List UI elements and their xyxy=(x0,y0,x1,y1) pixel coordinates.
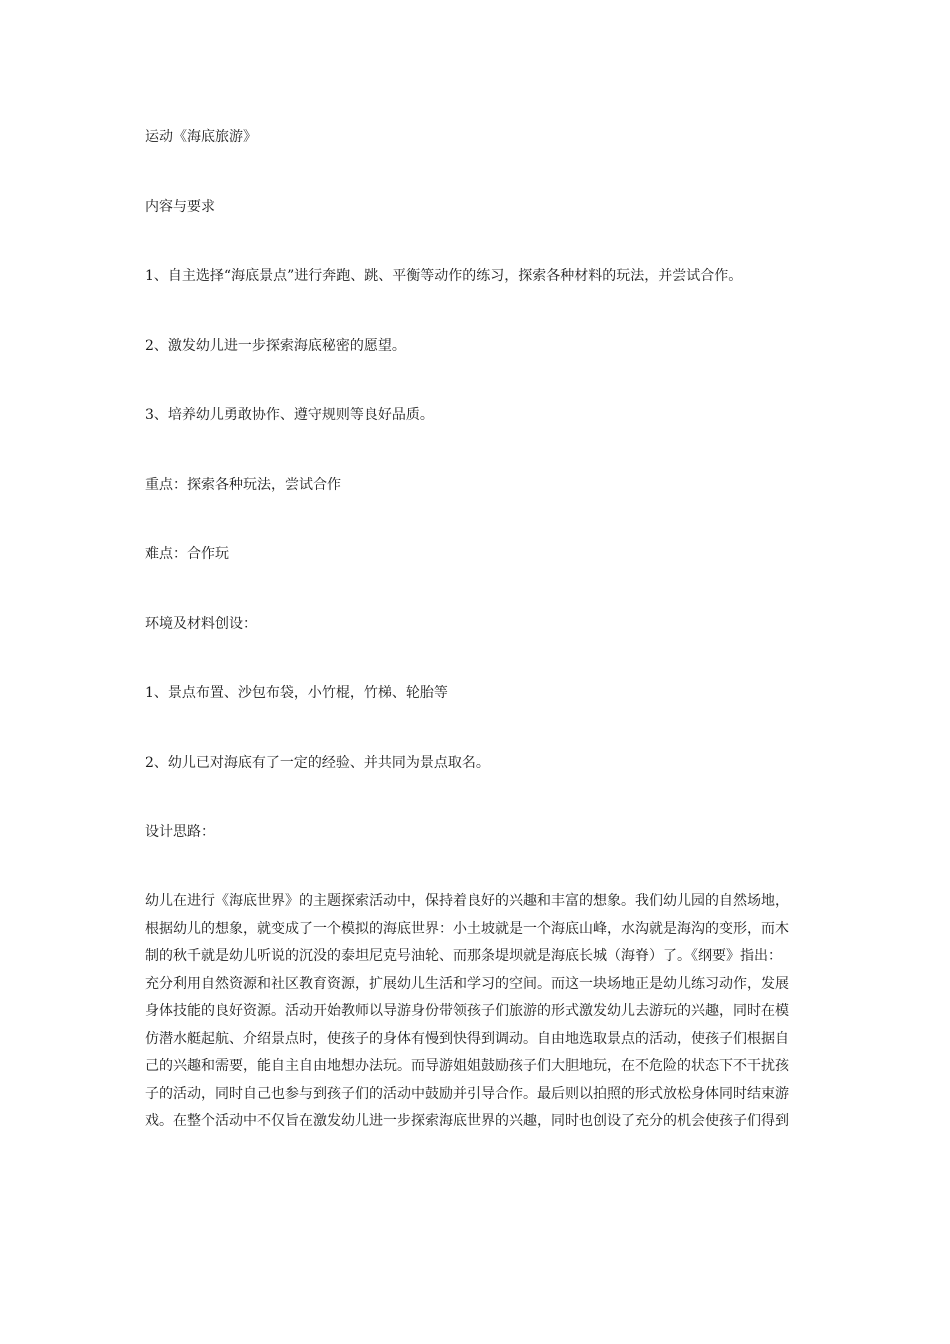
design-line-5: 身体技能的良好资源。活动开始教师以导游身份带领孩子们旅游的形式激发幼儿去游玩的兴趣，同时在模 xyxy=(145,1003,789,1019)
design-line-2: 根据幼儿的想象，就变成了一个模拟的海底世界：小土坡就是一个海底山峰，水沟就是海沟的变形，而木 xyxy=(145,920,789,937)
design-line-7: 己的兴趣和需要，能自主自由地想办法玩。而导游姐姐鼓励孩子们大胆地玩，在不危险的状态下不干扰孩 xyxy=(145,1058,789,1074)
section-heading-materials: 环境及材料创设： xyxy=(145,616,257,632)
section-heading-design: 设计思路： xyxy=(145,824,215,840)
key-point: 重点：探索各种玩法，尝试合作 xyxy=(145,477,341,493)
design-paragraph xyxy=(145,888,810,1136)
design-line-8: 子的活动，同时自己也参与到孩子们的活动中鼓励并引导合作。最后则以拍照的形式放松身体同时结束游 xyxy=(145,1085,789,1102)
difficulty: 难点：合作玩 xyxy=(145,546,229,562)
design-line-6: 仿潜水艇起航、介绍景点时，使孩子的身体有慢到快得到调动。自由地选取景点的活动，使孩子们根据自 xyxy=(145,1030,789,1047)
section-heading-content: 内容与要求 xyxy=(145,199,215,215)
design-line-4: 充分利用自然资源和社区教育资源，扩展幼儿生活和学习的空间。而这一块场地正是幼儿练习动作，发展 xyxy=(145,975,789,992)
material-item-2: 2、幼儿已对海底有了一定的经验、并共同为景点取名。 xyxy=(145,755,490,771)
material-item-1: 1、景点布置、沙包布袋，小竹棍，竹梯、轮胎等 xyxy=(145,685,448,701)
goal-item-1: 1、自主选择“海底景点”进行奔跑、跳、平衡等动作的练习，探索各种材料的玩法，并尝试合作。 xyxy=(145,268,743,284)
design-line-9: 戏。在整个活动中不仅旨在激发幼儿进一步探索海底世界的兴趣，同时也创设了充分的机会使孩子们得到 xyxy=(145,1113,789,1129)
design-line-1: 幼儿在进行《海底世界》的主题探索活动中，保持着良好的兴趣和丰富的想象。我们幼儿园的自然场地， xyxy=(145,893,789,909)
goal-item-3: 3、培养幼儿勇敢协作、遵守规则等良好品质。 xyxy=(145,407,434,423)
goal-item-2: 2、激发幼儿进一步探索海底秘密的愿望。 xyxy=(145,338,406,354)
design-line-3: 制的秋千就是幼儿听说的沉没的泰坦尼克号油轮、而那条堤坝就是海底长城（海脊）了。《纲要》指出： xyxy=(145,948,782,964)
document-title: 运动《海底旅游》 xyxy=(145,129,257,145)
